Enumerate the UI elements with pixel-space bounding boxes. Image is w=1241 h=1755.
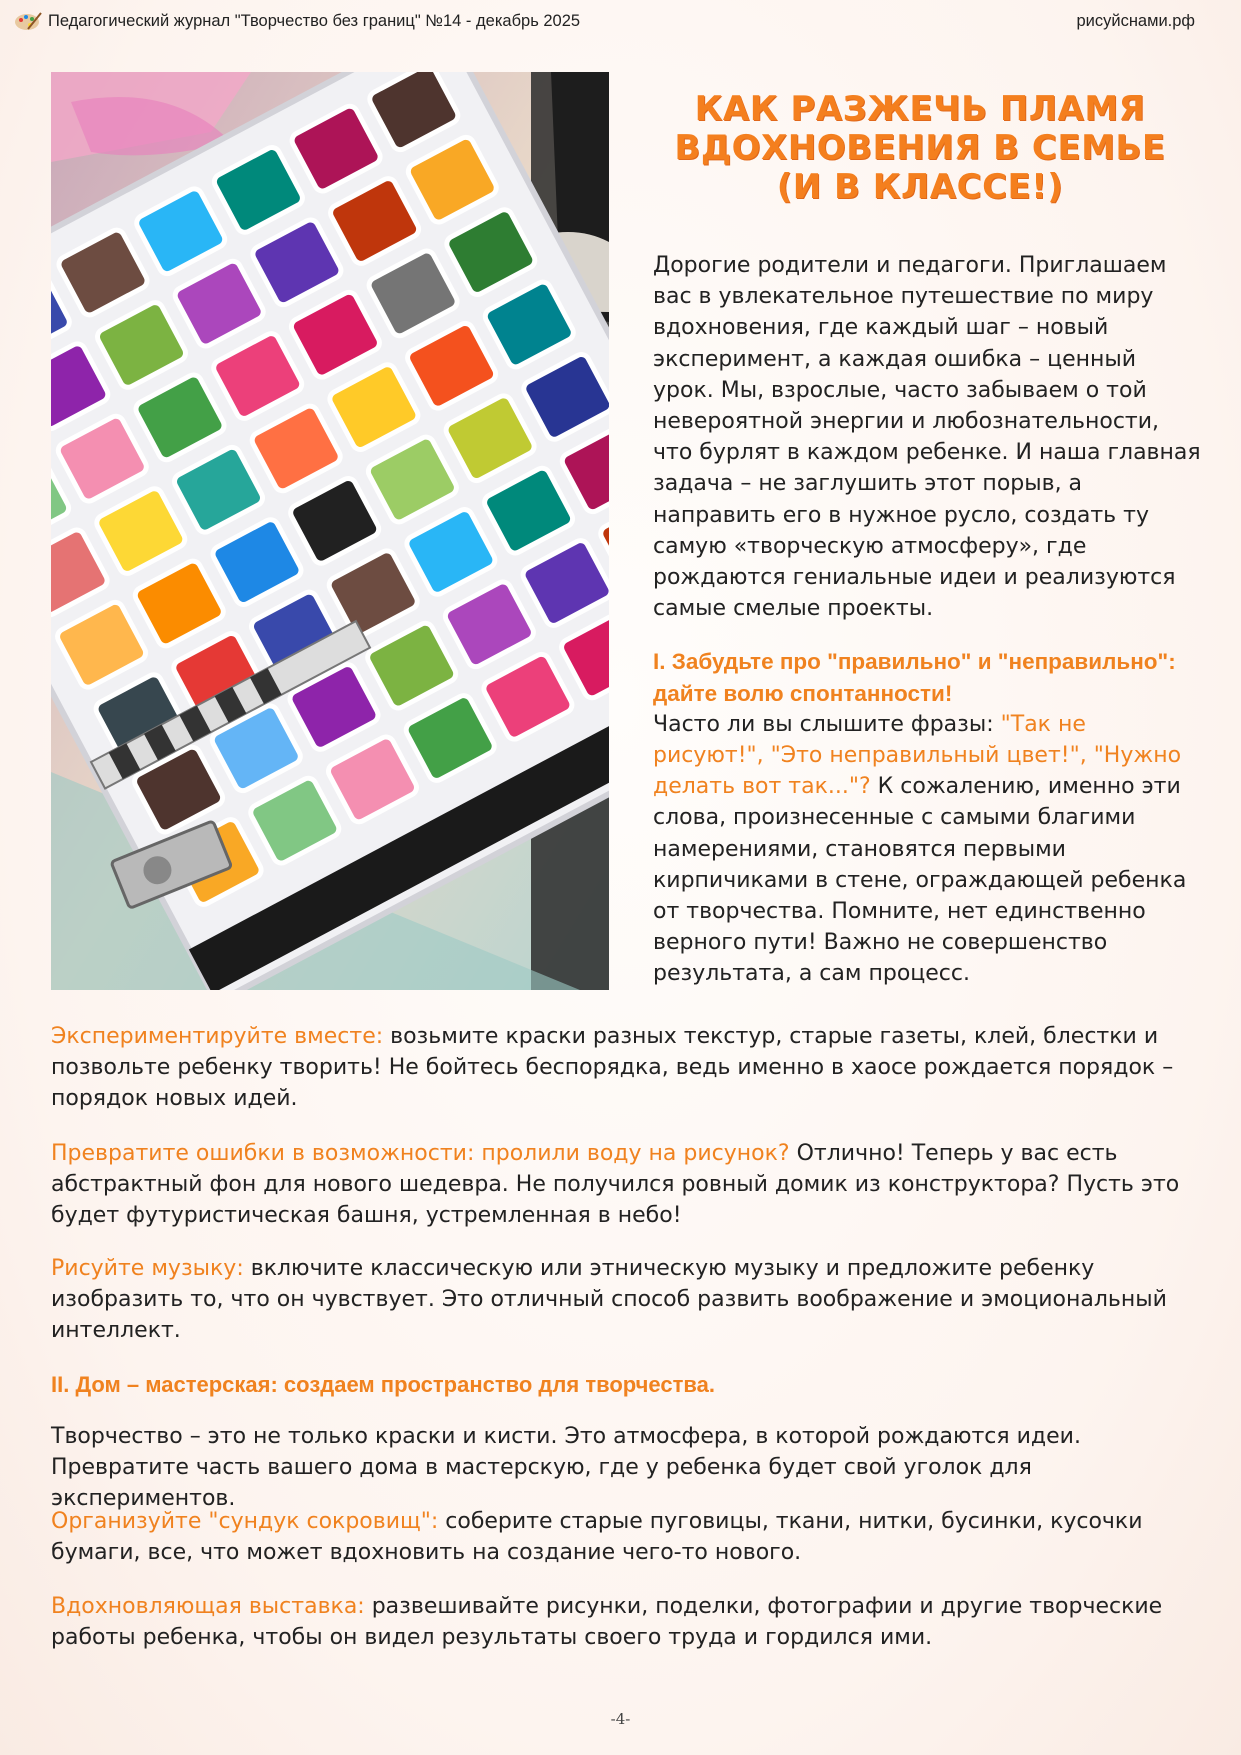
palette-image [51,72,609,990]
tip-exhibition [51,1591,1201,1653]
section-2-paragraph [51,1421,1201,1515]
right-column [653,250,1203,990]
section-1-paragraph [653,709,1203,990]
tip-experiment [51,1021,1201,1115]
intro-paragraph: Дорогие родители и педагоги. Приглашаем вас в увлекательное путешествие по миру вдохновения, где каждый шаг – новый эксперимент, а каждая ошибка – ценный урок. Мы, взрослые, часто забываем о той невероятной энергии и любознательности, что бурлят в каждом ребенке. И наша главная задача – не заглушить этот порыв, а направить его в нужное русло, создать ту самую «творческую атмосферу», где рождаются гениальные идеи и реализуются самые смелые проекты. [653,253,1201,622]
tip-treasure [51,1506,1201,1568]
tip-exhibition-label: Вдохновляющая выставка: [51,1594,365,1619]
tip-treasure-label: Организуйте "сундук сокровищ": [51,1509,439,1534]
journal-title: Педагогический журнал "Творчество без границ" №14 - декабрь 2025 [48,11,581,30]
tip-mistakes [51,1138,1201,1232]
tip-mistakes-text: Отлично! Теперь у вас есть абстрактный фон для нового шедевра. Не получился ровный домик из конструктора? Пусть это будет футуристическая башня, устремленная в небо! [51,1141,1180,1229]
section-1-text-before: Часто ли вы слышите фразы: [653,711,1001,737]
section-1-quote: "Так не рисуют!", "Это неправильный цвет!", "Нужно делать вот так..."? [653,711,1182,800]
tip-music-label: Рисуйте музыку: [51,1256,244,1281]
section-1-text-after: К сожалению, именно эти слова, произнесенные с самыми благими намерениями, становятся первыми кирпичиками в стене, ограждающей ребенка от творчества. Помните, нет единственно верного пути! Важно не совершенство результата, а сам процесс. [653,774,1187,987]
title-line-2: ВДОХНОВЕНИЯ В СЕМЬЕ [674,128,1166,168]
page-number: -4- [610,1710,631,1728]
section-1-heading: I. Забудьте про "правильно" и "неправильно": дайте волю спонтанности! [653,649,1176,706]
tip-music-text: включите классическую или этническую музыку и предложите ребенку изобразить то, что он чувствует. Это отличный способ развить воображение и эмоциональный интеллект. [51,1256,1167,1344]
header-left [14,11,580,31]
section-2-text: Творчество – это не только краски и кисти. Это атмосфера, в которой рождаются идеи. Превратите часть вашего дома в мастерскую, где у ребенка будет свой уголок для экспериментов. [51,1424,1081,1512]
title-line-1: КАК РАЗЖЕЧЬ ПЛАМЯ [694,89,1146,129]
tip-music [51,1253,1201,1347]
palette-icon [14,11,42,31]
tip-exhibition-text: развешивайте рисунки, поделки, фотографии и другие творческие работы ребенка, чтобы он видел результаты своего труда и гордился ими. [51,1594,1163,1651]
page-header [14,10,1195,32]
section-2-heading: II. Дом – мастерская: создаем пространство для творчества. [51,1372,715,1397]
watercolor-palette-photo [51,72,609,990]
title-line-3: (И В КЛАССЕ!) [776,167,1064,207]
tip-mistakes-label: Превратите ошибки в возможности: пролили воду на рисунок? [51,1141,790,1166]
tip-experiment-label: Экспериментируйте вместе: [51,1024,384,1049]
tip-experiment-text: возьмите краски разных текстур, старые газеты, клей, блестки и позвольте ребенку творить! Не бойтесь беспорядка, ведь именно в хаосе рождается порядок – порядок новых идей. [51,1024,1174,1112]
tip-treasure-text: соберите старые пуговицы, ткани, нитки, бусинки, кусочки бумаги, все, что может вдохновить на создание чего-то нового. [51,1509,1143,1566]
site-link[interactable]: рисуйснами.рф [1076,11,1195,30]
article-title [640,90,1200,207]
